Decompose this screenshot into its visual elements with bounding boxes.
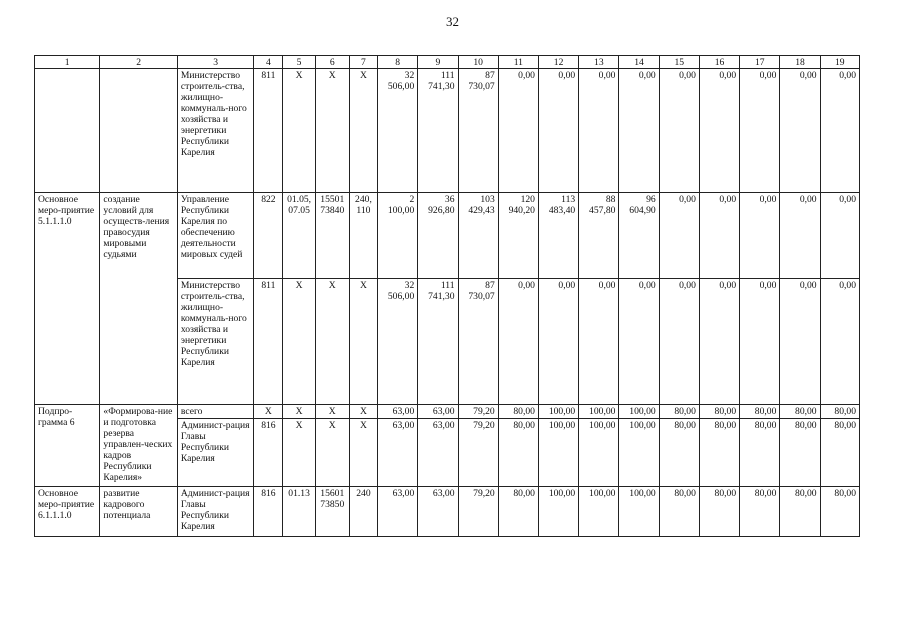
header-cell: 14 [619,56,659,69]
table-cell: 100,00 [619,419,659,487]
header-cell: 17 [740,56,780,69]
header-cell: 13 [579,56,619,69]
page-number: 32 [446,14,459,29]
table-cell: 0,00 [780,193,820,279]
header-cell: 11 [498,56,538,69]
table-cell: 0,00 [780,279,820,405]
table-cell: 0,00 [820,279,859,405]
table-cell: 80,00 [740,405,780,419]
table-row [35,193,860,279]
table-cell: 811 [254,69,283,193]
table-cell: 0,00 [820,69,859,193]
table-cell: 111 741,30 [418,69,458,193]
header-cell: 12 [538,56,578,69]
table-cell: 79,20 [458,419,498,487]
table-cell: 811 [254,279,283,405]
table-cell: 80,00 [659,487,699,537]
table-cell: 63,00 [378,405,418,419]
header-cell: 7 [349,56,377,69]
header-cell: 16 [699,56,739,69]
table-cell: 0,00 [699,193,739,279]
table-cell: 120 940,20 [498,193,538,279]
table-cell: X [283,405,315,419]
header-cell: 5 [283,56,315,69]
table-cell: 63,00 [418,419,458,487]
table-cell: Подпро-грамма 6 [35,405,100,487]
table-cell: 80,00 [820,419,859,487]
table-cell: 80,00 [699,419,739,487]
table-cell: Министерство строитель-ства, жилищно-коммуналь-ного хозяйства и энергетики Республики Карелия [177,69,253,193]
table-cell: 0,00 [659,69,699,193]
table-body [35,56,860,537]
table-cell: 0,00 [619,69,659,193]
table-cell: 80,00 [699,405,739,419]
table-cell: 79,20 [458,487,498,537]
table-cell: X [349,69,377,193]
table-cell: Админист-рация Главы Республики Карелия [177,487,253,537]
table-cell: X [315,69,349,193]
table-cell: X [315,419,349,487]
header-cell: 9 [418,56,458,69]
table-cell: 80,00 [820,405,859,419]
table-cell: 240 [349,487,377,537]
table-cell: 63,00 [418,487,458,537]
table-cell: 100,00 [538,405,578,419]
table-cell: 63,00 [378,419,418,487]
table-cell: 80,00 [498,405,538,419]
table-cell: 822 [254,193,283,279]
header-cell: 1 [35,56,100,69]
table-cell: 100,00 [579,419,619,487]
table-cell: 80,00 [780,405,820,419]
table-cell: 0,00 [699,279,739,405]
table-cell [100,69,177,193]
table-cell: 816 [254,419,283,487]
table-cell: Управление Республики Карелия по обеспечению деятельности мировых судей [177,193,253,279]
table-cell: 100,00 [538,487,578,537]
table-cell: 80,00 [780,487,820,537]
table-cell: 80,00 [820,487,859,537]
table-cell: 2 100,00 [378,193,418,279]
table-cell: 100,00 [579,405,619,419]
table-cell: 0,00 [498,69,538,193]
table-cell: X [254,405,283,419]
table-cell: 80,00 [659,405,699,419]
table-cell: 87 730,07 [458,279,498,405]
table-cell: 100,00 [619,405,659,419]
table-cell: 63,00 [378,487,418,537]
header-cell: 2 [100,56,177,69]
table-cell [35,69,100,193]
table-cell: X [315,405,349,419]
table-cell: 0,00 [699,69,739,193]
table-cell: X [283,69,315,193]
table-cell: 32 506,00 [378,279,418,405]
table-cell: Основное меро-приятие 6.1.1.1.0 [35,487,100,537]
table-cell: 15601 73850 [315,487,349,537]
table-cell: Админист-рация Главы Республики Карелия [177,419,253,487]
table-cell: 100,00 [538,419,578,487]
table-cell: 113 483,40 [538,193,578,279]
table-cell: 63,00 [418,405,458,419]
header-cell: 8 [378,56,418,69]
header-row [35,56,860,69]
table-cell: 87 730,07 [458,69,498,193]
header-cell: 4 [254,56,283,69]
table-row [35,69,860,193]
table-cell: 80,00 [740,419,780,487]
table-row [35,405,860,419]
table-cell: «Формирова-ние и подготовка резерва управлен-ческих кадров Республики Карелия» [100,405,177,487]
table-cell: Основное меро-приятие 5.1.1.1.0 [35,193,100,405]
table-cell: 240, 110 [349,193,377,279]
table-cell: 0,00 [619,279,659,405]
table-cell: всего [177,405,253,419]
table-cell: X [315,279,349,405]
table-cell: 80,00 [498,419,538,487]
table-cell: 100,00 [579,487,619,537]
table-cell: 88 457,80 [579,193,619,279]
table-cell: 0,00 [579,69,619,193]
table-cell: X [283,419,315,487]
table-cell: 80,00 [498,487,538,537]
table-cell: 0,00 [740,193,780,279]
table-cell: 103 429,43 [458,193,498,279]
table-cell: 111 741,30 [418,279,458,405]
table-cell: 0,00 [740,69,780,193]
budget-table [34,55,860,537]
table-row [35,487,860,537]
table-cell: развитие кадрового потенциала [100,487,177,537]
table-cell: 79,20 [458,405,498,419]
table-cell: 816 [254,487,283,537]
header-cell: 18 [780,56,820,69]
table-cell: 15501 73840 [315,193,349,279]
table-cell: 01.13 [283,487,315,537]
table-cell: 0,00 [498,279,538,405]
header-cell: 15 [659,56,699,69]
header-cell: 3 [177,56,253,69]
table-cell: 80,00 [699,487,739,537]
table-cell: 0,00 [579,279,619,405]
table-cell: 0,00 [659,193,699,279]
table-cell: Министерство строитель-ства, жилищно-коммуналь-ного хозяйства и энергетики Республики Карелия [177,279,253,405]
table-cell: X [349,279,377,405]
table-cell: 80,00 [780,419,820,487]
table-cell: создание условий для осуществ-ления правосудия мировыми судьями [100,193,177,405]
table-cell: X [349,419,377,487]
table-cell: 32 506,00 [378,69,418,193]
table-cell: 80,00 [659,419,699,487]
table-cell: 0,00 [820,193,859,279]
table-cell: 0,00 [740,279,780,405]
table-cell: 01.05, 07.05 [283,193,315,279]
table-cell: 0,00 [659,279,699,405]
table-cell: 96 604,90 [619,193,659,279]
table-cell: X [349,405,377,419]
table-cell: 0,00 [538,279,578,405]
header-cell: 19 [820,56,859,69]
table-cell: 0,00 [538,69,578,193]
table-cell: 80,00 [740,487,780,537]
table-cell: 100,00 [619,487,659,537]
table-cell: X [283,279,315,405]
table-cell: 36 926,80 [418,193,458,279]
header-cell: 10 [458,56,498,69]
table-cell: 0,00 [780,69,820,193]
header-cell: 6 [315,56,349,69]
